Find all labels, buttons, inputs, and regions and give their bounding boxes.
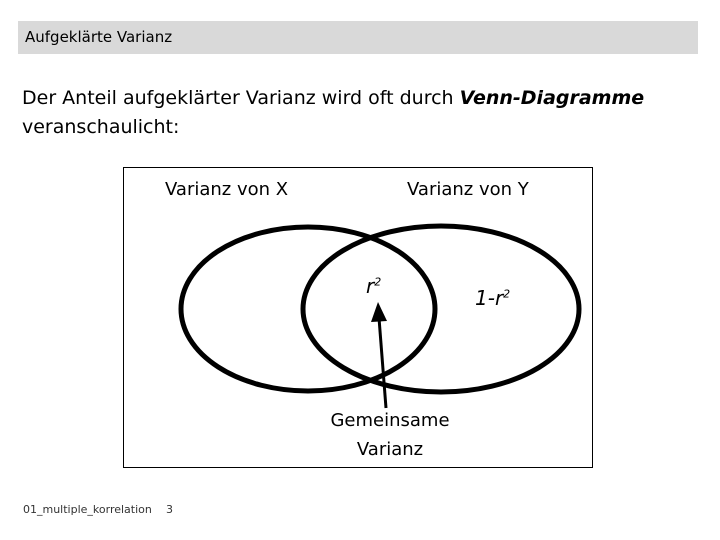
label-one-minus-r-squared: [475, 286, 510, 310]
shared-line-1: Gemeinsame: [330, 410, 450, 431]
label-r-squared: [366, 274, 381, 298]
one-minus-r-squared-base: 1-r: [475, 286, 504, 310]
circle-y: [303, 226, 579, 392]
r-squared-exponent: 2: [374, 275, 382, 289]
intro-text-start: Der Anteil aufgeklärter Varianz wird oft durch: [22, 87, 460, 109]
pointer-arrowhead: [371, 302, 387, 322]
intro-emphasis: Venn-Diagramme: [459, 87, 645, 109]
shared-line-2: Varianz: [356, 439, 424, 460]
slide-title: Aufgeklärte Varianz: [18, 21, 698, 54]
footer-filename: 01_multiple_korrelation: [23, 503, 152, 516]
label-gemeinsame-varianz: [316, 406, 464, 464]
one-minus-r-squared-exponent: 2: [503, 287, 511, 301]
footer-page-number: 3: [166, 503, 173, 516]
pointer-arrow-shaft: [379, 318, 386, 408]
intro-text-end: veranschaulicht:: [22, 116, 180, 138]
label-varianz-x: Varianz von X: [165, 179, 289, 200]
circle-x: [181, 227, 435, 391]
label-varianz-y: Varianz von Y: [407, 179, 529, 200]
r-squared-base: r: [366, 274, 375, 298]
